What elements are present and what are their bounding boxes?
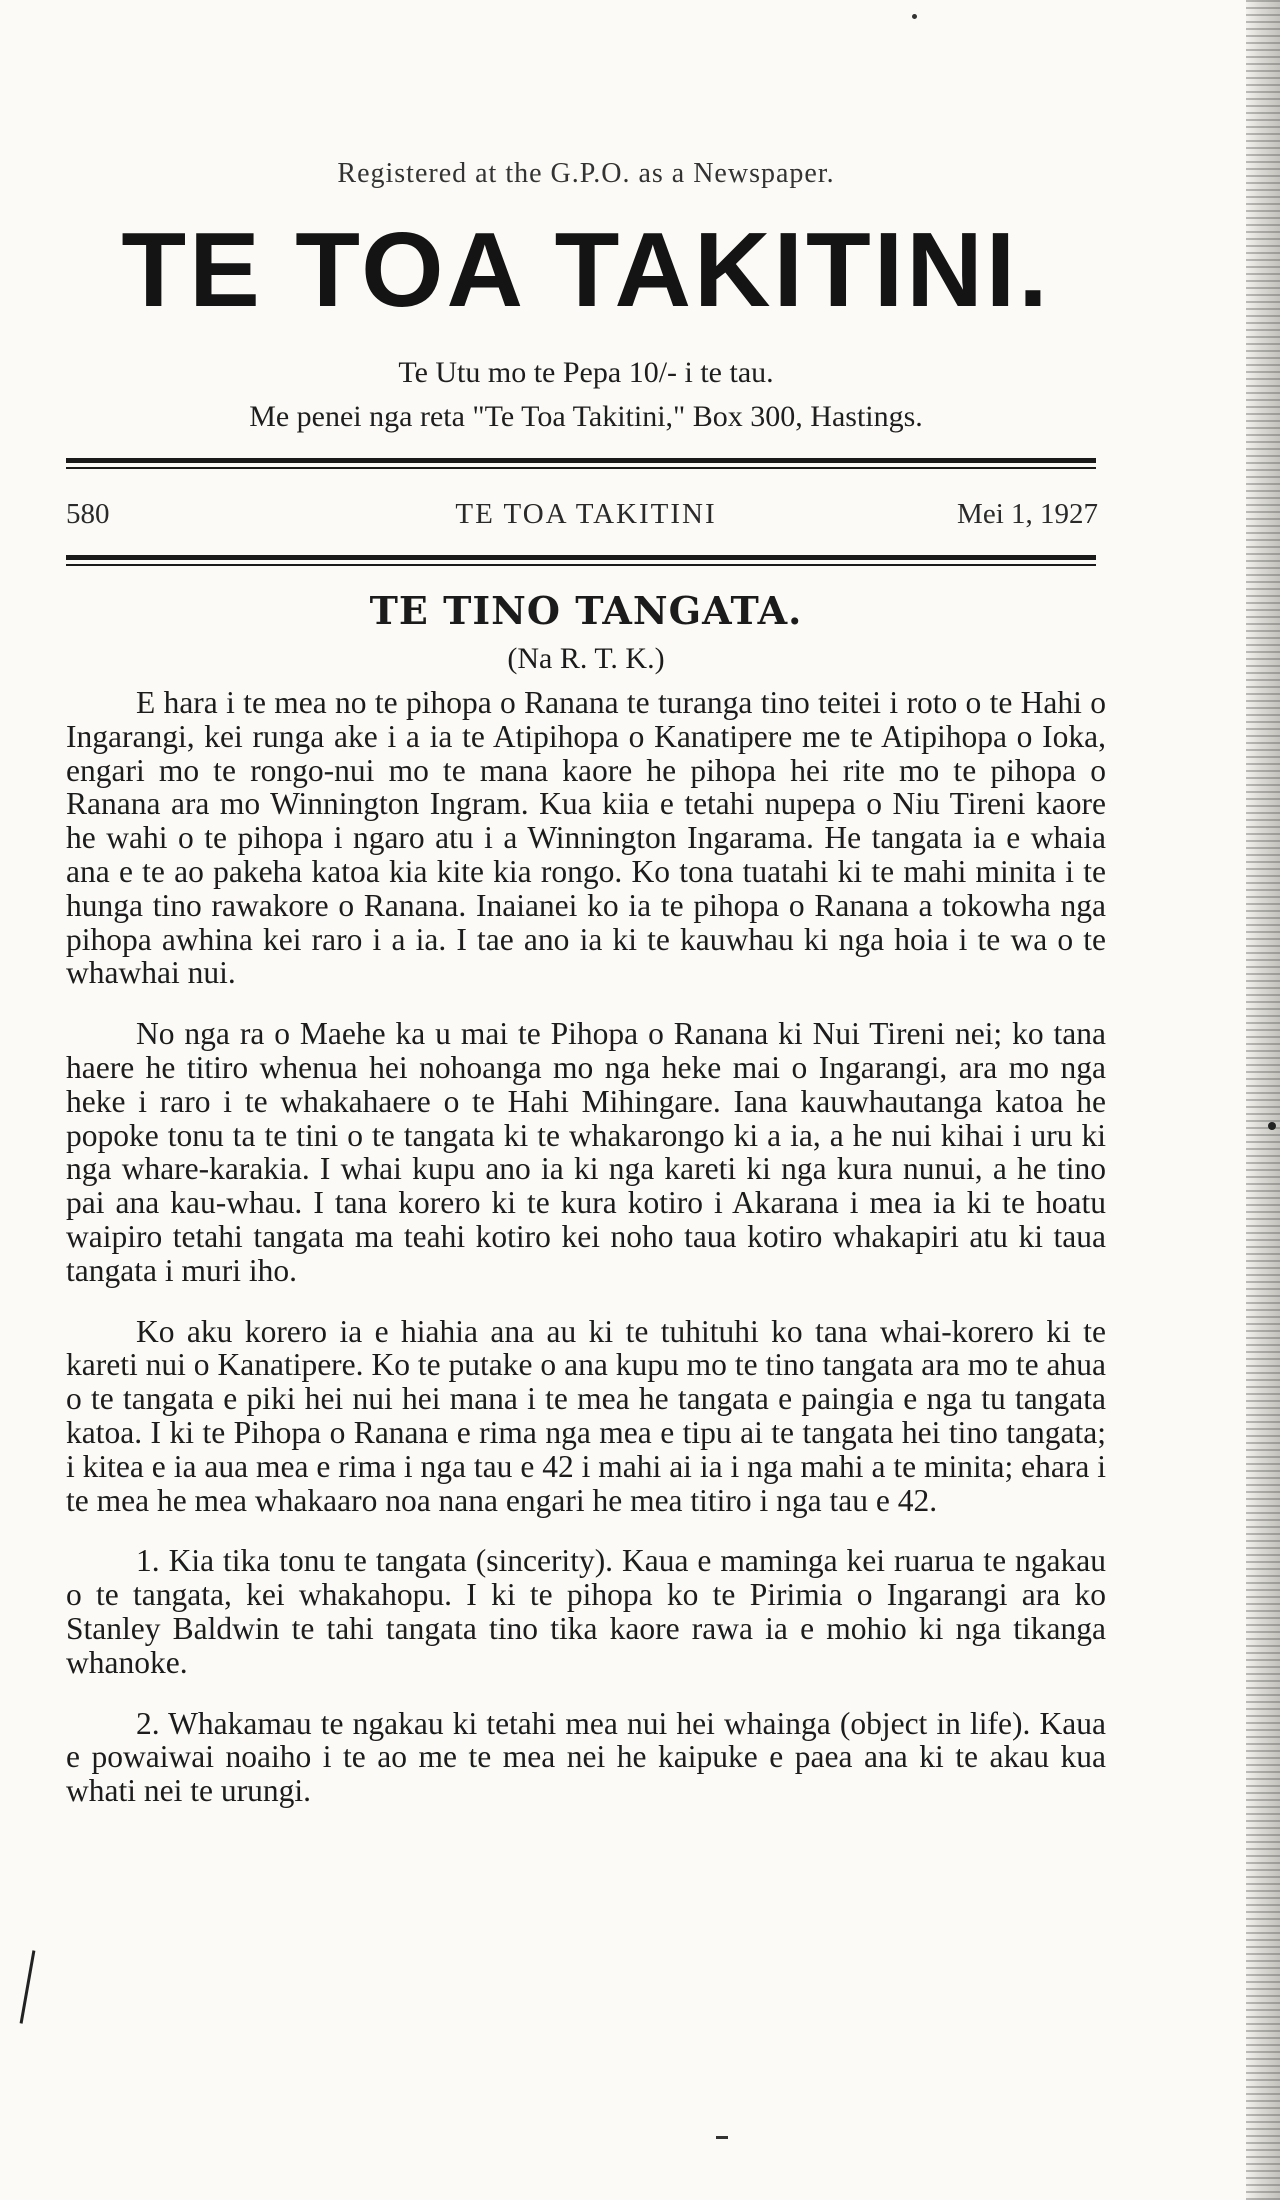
header-rule-bottom	[66, 555, 1096, 566]
paragraph-5: 2. Whakamau te ngakau ki tetahi mea nui hei whainga (object in life). Kaua e powaiwai noaiho i te ao me te mea nei he kaipuke e paea ana ki te akau kua whati nei te urungi.	[66, 1705, 1106, 1809]
page-number: 580	[66, 498, 110, 530]
registration-notice: Registered at the G.P.O. as a Newspaper.	[337, 158, 835, 189]
paragraph-3: Ko aku korero ia e hiahia ana au ki te tuhituhi ko tana whai-korero ki te kareti nui o Kanatipere. Ko te putake o ana kupu mo te tino tangata ara mo te ahua o te tangata e piki hei nui hei mana i te mea he tangata e paingia e nga tu tangata katoa. I ki te Pihopa o Ranana e rima nga mea e tipu ai te tangata hei tino tangata; i kitea e ia aua mea e rima i nga tau e 42 i mahi ai ia i nga mahi a te minita; ehara i te mea he mea whakaaro noa nana engari he mea titiro i nga tau e 42.	[66, 1313, 1106, 1518]
masthead-title: TE TOA TAKITINI.	[121, 211, 1051, 329]
paragraph-2: No nga ra o Maehe ka u mai te Pihopa o Ranana ki Nui Tireni nei; ko tana haere he titiro whenua hei nohoanga mo nga heke mai o Ingarangi, ara mo nga heke i raro i te whakahaere o te Hahi Mihingare. Iana kauwhautanga katoa he popoke tonu ta te tini o te tangata ki te whakarongo ki a ia, a he nui kihai i uru ki nga whare-karakia. I whai kupu ano ia ki nga kareti ki nga kura nunui, a he tino pai ana kau-whau. I tana korero ki te kura kotiro i Akarana i mea ia ki te hoatu waipiro tetahi tangata ma teahi kotiro kei noho taua kotiro whakapiri atu ki taua tangata i muri iho.	[66, 1016, 1106, 1288]
running-title: TE TOA TAKITINI	[455, 498, 717, 530]
article-byline: (Na R. T. K.)	[507, 642, 665, 675]
ink-speck	[912, 14, 917, 19]
scan-edge-shadow	[1246, 0, 1280, 2200]
article-body	[66, 686, 1106, 1835]
issue-date: Mei 1, 1927	[957, 498, 1098, 530]
postal-address: Me penei nga reta "Te Toa Takitini," Box 300, Hastings.	[249, 400, 923, 433]
footer-dash	[716, 2136, 728, 2139]
paragraph-4: 1. Kia tika tonu te tangata (sincerity). Kaua e maminga kei ruarua te ngakau o te tangata, kei whakahopu. I ki te pihopa ko te Pirimia o Ingarangi ara ko Stanley Baldwin te tahi tangata tino tika kaore rawa ia e mohio ki nga tikanga whanoke.	[66, 1543, 1106, 1680]
subscription-price: Te Utu mo te Pepa 10/- i te tau.	[398, 356, 774, 389]
folio-line	[66, 498, 1106, 538]
margin-pencil-stroke	[20, 1950, 36, 2023]
margin-dot	[1268, 1122, 1276, 1130]
header-rule-top	[66, 458, 1096, 469]
article-title: TE TINO TANGATA.	[369, 588, 803, 633]
paragraph-1: E hara i te mea no te pihopa o Ranana te turanga tino teitei i roto o te Hahi o Ingarangi, kei runga ake i a ia te Atipihopa o Kanatipere me te Atipihopa o Ioka, engari mo te rongo-nui mo te mana kaore he pihopa hei rite mo te pihopa o Ranana ara mo Winnington Ingram. Kua kiia e tetahi nupepa o Niu Tireni kaore he wahi o te pihopa i ngaro atu i a Winnington Ingarama. He tangata ia e whaia ana e te ao pakeha katoa kia kite kia rongo. Ko tona tuatahi ki te mahi minita i te hunga tino rawakore o Ranana. Inaianei ko ia te pihopa o Ranana a tokowha nga pihopa awhina kei raro i a ia. I tae ano ia ki te kauwhau ki nga hoia i te wa o te whawhai nui.	[66, 685, 1106, 991]
